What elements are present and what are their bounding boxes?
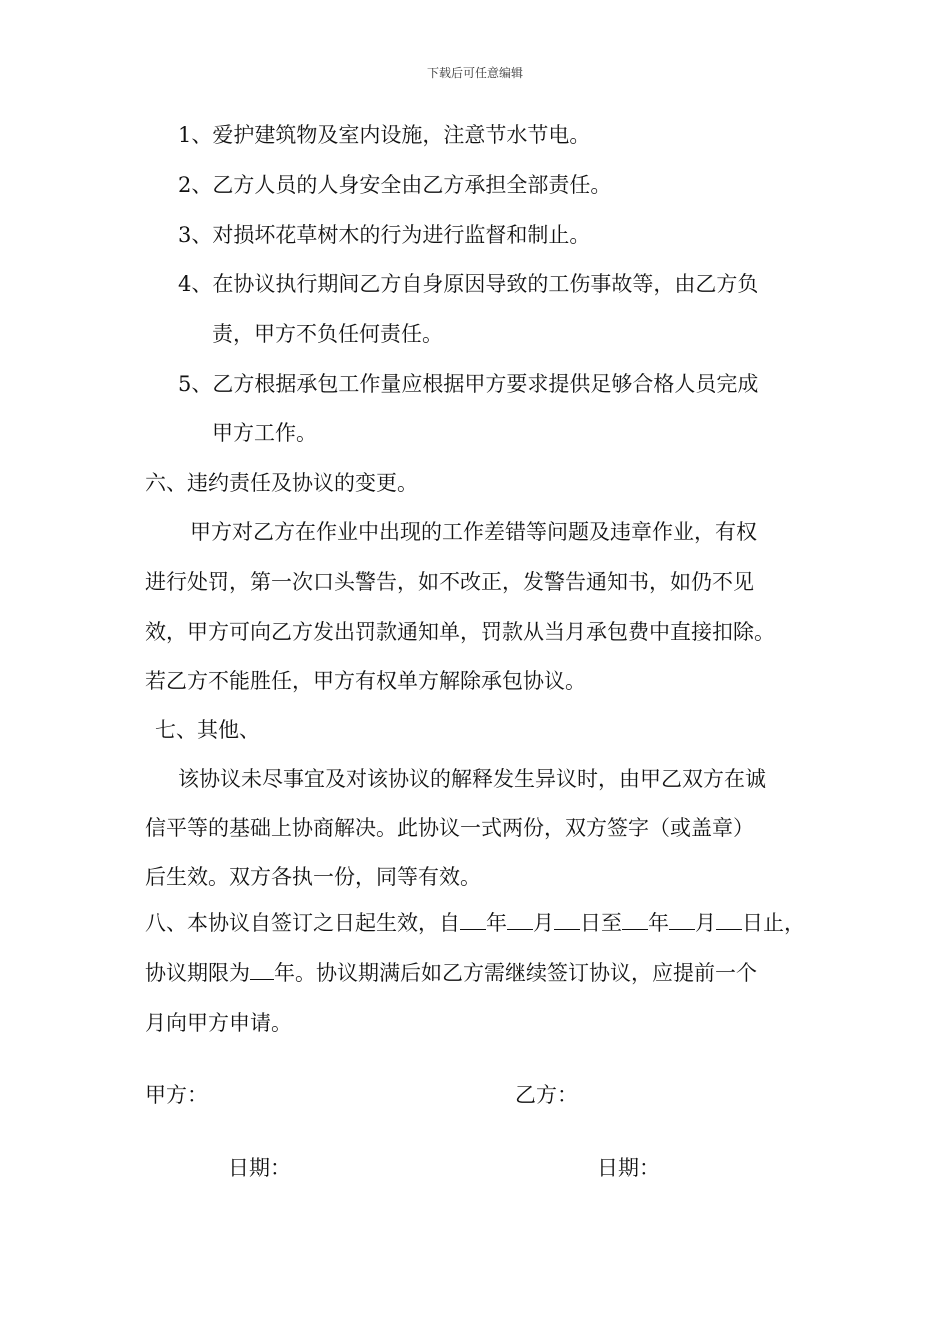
date-b-label: 日期： [597, 1156, 660, 1180]
section-8-line-2 [145, 958, 757, 988]
section-8-line-3: 月向甲方申请。 [145, 1011, 292, 1035]
term-intro: 协议期限为 [145, 961, 250, 985]
party-a-label: 甲方： [145, 1083, 208, 1107]
page-header: 下载后可任意编辑 [426, 66, 523, 80]
section-8-intro: 八、本协议自签订之日起生效，自 [145, 911, 460, 935]
item-2: 2、乙方人员的人身安全由乙方承担全部责任。 [178, 173, 612, 197]
section-7-line-3: 后生效。双方各执一份，同等有效。 [145, 865, 481, 889]
year-label: 年 [486, 911, 507, 935]
item-5-line-2: 甲方工作。 [212, 421, 317, 445]
blank-start-month[interactable] [507, 909, 533, 930]
blank-start-year[interactable] [460, 909, 486, 930]
month-label-2: 月 [695, 911, 716, 935]
section-7-line-1: 该协议未尽事宜及对该协议的解释发生异议时，由甲乙双方在诚 [178, 767, 766, 791]
item-1: 1、爱护建筑物及室内设施，注意节水节电。 [178, 123, 591, 147]
section-7-line-2: 信平等的基础上协商解决。此协议一式两份，双方签字（或盖章） [145, 816, 754, 840]
section-6-line-1: 甲方对乙方在作业中出现的工作差错等问题及违章作业，有权 [190, 520, 757, 544]
blank-end-day[interactable] [716, 909, 742, 930]
item-4-line-2: 责，甲方不负任何责任。 [212, 322, 443, 346]
blank-term-years[interactable] [250, 959, 274, 980]
year-label-2: 年 [648, 911, 669, 935]
blank-end-month[interactable] [669, 909, 695, 930]
item-5-line-1: 5、乙方根据承包工作量应根据甲方要求提供足够合格人员完成 [178, 372, 759, 396]
section-6-line-3: 效，甲方可向乙方发出罚款通知单，罚款从当月承包费中直接扣除。 [145, 620, 775, 644]
blank-end-year[interactable] [622, 909, 648, 930]
section-6-line-4: 若乙方不能胜任，甲方有权单方解除承包协议。 [145, 669, 586, 693]
section-8-line-1 [145, 908, 805, 938]
date-a-label: 日期： [228, 1156, 291, 1180]
end-label: 日止， [742, 911, 805, 935]
term-rest: 年。协议期满后如乙方需继续签订协议，应提前一个 [274, 961, 757, 985]
item-4-line-1: 4、在协议执行期间乙方自身原因导致的工伤事故等，由乙方负 [178, 272, 759, 296]
month-label: 月 [533, 911, 554, 935]
section-7-title: 七、其他、 [155, 718, 260, 742]
section-6-line-2: 进行处罚，第一次口头警告，如不改正，发警告通知书，如仍不见 [145, 570, 754, 594]
blank-start-day[interactable] [554, 909, 580, 930]
item-3: 3、对损坏花草树木的行为进行监督和制止。 [178, 223, 591, 247]
day-to-label: 日至 [580, 911, 622, 935]
party-b-label: 乙方： [515, 1083, 578, 1107]
section-6-title: 六、违约责任及协议的变更。 [145, 471, 418, 495]
